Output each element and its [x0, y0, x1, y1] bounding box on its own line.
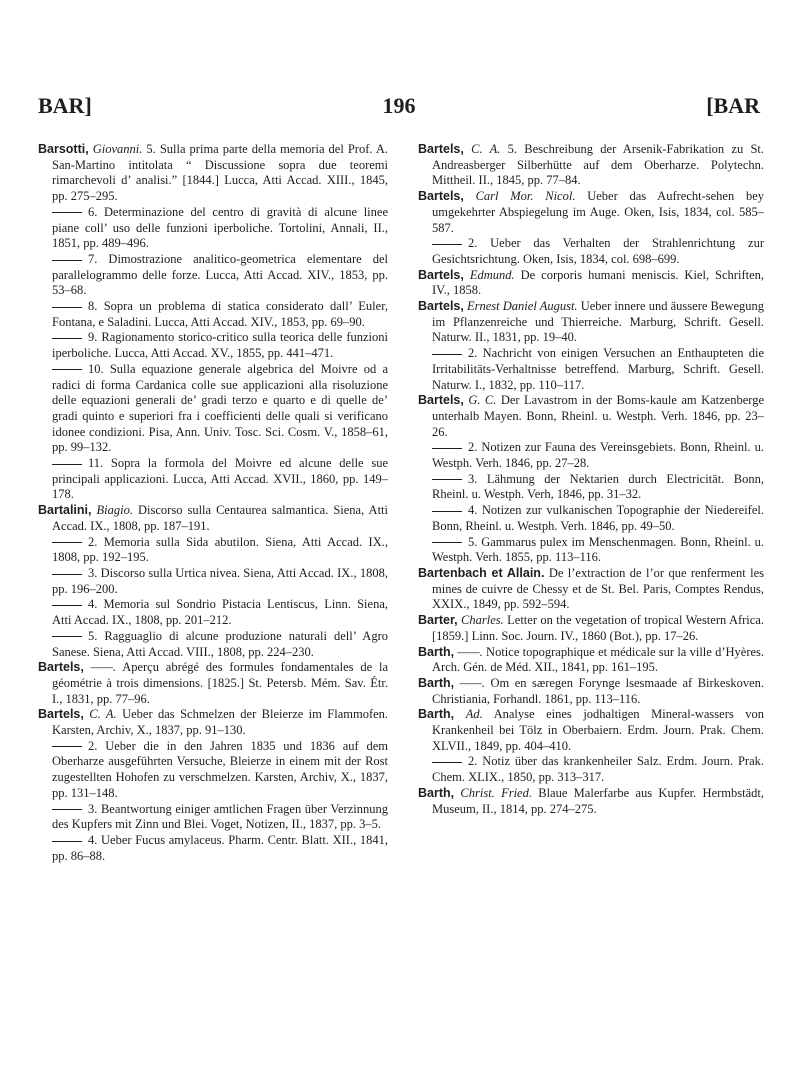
right-column: [418, 142, 764, 817]
repeat-dash: [432, 511, 462, 512]
bibliography-subentry: [38, 330, 388, 361]
repeat-dash: [52, 809, 82, 810]
author-surname: Bartels,: [418, 393, 464, 408]
bibliography-entry: [418, 142, 764, 189]
entry-text: 10. Sulla equazione generale algebrica del Moivre od a radici di forma Cardanica colle sue applicazioni alla risoluzione delle equazioni generali de’ gradi terzo e quarto e di quelle de’ gradi quinto e superiori fra i coefficienti delle quali si verificano idonee condizioni. Pisa, Ann. Univ. Tosc. Sci. Cosm. V., 1858–61, pp. 99–132.: [52, 361, 388, 455]
bibliography-subentry: [38, 252, 388, 299]
entry-text: 2. Notizen zur Fauna des Vereinsgebiets. Bonn, Rheinl. u. Westph. Verh. 1846, pp. 27–28.: [432, 440, 764, 471]
bibliography-entry: [418, 676, 764, 707]
entry-text: De corporis humani meniscis. Kiel, Schriften, IV., 1858.: [432, 267, 765, 298]
author-given-name: C. A.: [89, 707, 117, 722]
entry-text: 3. Discorso sulla Urtica nivea. Siena, Atti Accad. IX., 1808, pp. 196–200.: [52, 565, 388, 596]
entry-text: Blaue Malerfarbe aus Kupfer. Hermbstädt, Museum, II., 1814, pp. 274–275.: [432, 785, 764, 816]
repeat-dash: [52, 542, 82, 543]
bibliography-subentry: [38, 566, 388, 597]
bibliography-entry: [418, 707, 764, 754]
bibliography-subentry: [38, 739, 388, 802]
author-given-name: Edmund.: [469, 267, 515, 282]
entry-text: Der Lavastrom in der Boms-kaule am Katzenberge unterhalb Mayen. Bonn, Rheinl. u. Westph. Verh. 1846, pp. 23–26.: [432, 393, 764, 439]
author-given-name: Ernest Daniel August.: [467, 299, 578, 314]
author-surname: Bartels,: [38, 660, 84, 675]
author-surname: Barth,: [418, 644, 455, 659]
left-column: [38, 142, 388, 864]
entry-text: Ueber innere und äussere Bewegung im Pflanzenreiche und Thierreiche. Marburg, Schrift. Gesell. Naturw. II., 1831, pp. 19–40.: [432, 299, 765, 345]
bibliography-entry: [418, 645, 764, 676]
repeat-dash: [432, 354, 462, 355]
entry-text: 5. Gammarus pulex im Menschenmagen. Bonn, Rheinl. u. Westph. Verh. 1855, pp. 113–116.: [432, 534, 764, 565]
repeat-dash: [52, 636, 82, 637]
author-given-name: ——.: [90, 660, 117, 675]
bibliography-entry: [38, 660, 388, 707]
entry-text: 2. Ueber die in den Jahren 1835 und 1836 auf dem Oberharze ausgeführten Versuche, Bleierze in einem mit der Rost zugestellten Hohofen zu verschmelzen. Karsten, Archiv, X., 1837, pp. 131–148.: [52, 738, 388, 800]
entry-text: 6. Determinazione del centro di gravità di alcune linee piane coll’ uso delle funzioni iperboliche. Tortolini, Annali, II., 1851, pp. 489–496.: [52, 204, 388, 251]
author-surname: Bartels,: [418, 267, 464, 282]
author-given-name: C. A.: [471, 142, 501, 156]
bibliography-subentry: [38, 456, 388, 503]
entry-text: 5. Beschreibung der Arsenik-Fabrikation zu St. Andreasberger Silberhütte auf dem Oberharze. Polytechn. Mittheil. II., 1845, pp. 77–84.: [432, 142, 765, 188]
bibliography-subentry: [38, 629, 388, 660]
repeat-dash: [52, 338, 82, 339]
entry-text: Notice topographique et médicale sur la ville d’Hyères. Arch. Gén. de Méd. XII., 1841, pp. 161–195.: [432, 644, 765, 675]
author-surname: Barth,: [418, 785, 455, 800]
bibliography-subentry: [38, 597, 388, 628]
running-header: [38, 93, 760, 119]
author-given-name: Christ. Fried.: [460, 785, 532, 800]
bibliography-entry: [418, 393, 764, 440]
bibliography-subentry: [418, 754, 764, 785]
entry-text: Analyse eines jodhaltigen Mineral-wassers von Krankenheil bei Tölz in Oberbaiern. Erdm. Journ. Prak. Chem. XLVII., 1849, pp. 404–410.: [432, 707, 765, 753]
bibliography-entry: [418, 566, 764, 613]
entry-text: 5. Ragguaglio di alcune produzione naturali dell’ Agro Sanese. Siena, Atti Accad. VIII., 1808, pp. 224–230.: [52, 628, 388, 659]
bibliography-subentry: [418, 346, 764, 393]
bibliography-subentry: [38, 802, 388, 833]
bibliography-subentry: [418, 535, 764, 566]
author-surname: Bartels,: [418, 189, 464, 204]
bibliography-entry: [38, 503, 388, 534]
bibliography-subentry: [38, 362, 388, 456]
author-surname: Bartels,: [38, 707, 84, 722]
author-surname: Barth,: [418, 707, 455, 722]
bibliography-entry: [418, 299, 764, 346]
entry-text: Ueber das Schmelzen der Bleierze im Flammofen. Karsten, Archiv, X., 1837, pp. 91–130.: [52, 707, 389, 738]
repeat-dash: [52, 746, 82, 747]
repeat-dash: [52, 369, 82, 370]
entry-text: 4. Notizen zur vulkanischen Topographie der Niedereifel. Bonn, Rheinl. u. Westph. Verh. 1846, pp. 49–50.: [432, 503, 764, 533]
repeat-dash: [52, 841, 82, 842]
bibliography-entry: [418, 189, 764, 236]
author-surname: Bartenbach et Allain.: [418, 565, 545, 580]
entry-text: 2. Nachricht von einigen Versuchen an Enthaupteten die Irritabilitäts-Verhaltnisse betreffend. Marburg, Schrift. Gesell. Naturw. I., 1832, pp. 110–117.: [432, 346, 764, 392]
author-given-name: Giovanni.: [92, 142, 143, 156]
entry-text: Letter on the vegetation of tropical Western Africa. [1859.] Linn. Soc. Journ. IV., 1860 (Bot.), pp. 17–26.: [432, 613, 764, 643]
entry-text: Om en særegen Forynge lsesmaade af Birkeskoven. Christiania, Forhandl. 1861, pp. 113–116.: [432, 675, 765, 706]
author-surname: Barth,: [418, 675, 455, 690]
bibliography-subentry: [38, 205, 388, 252]
author-surname: Barter,: [418, 613, 458, 628]
entry-text: 7. Dimostrazione analitico-geometrica elementare del parallelogrammo delle forze. Lucca, Atti Accad. XIV., 1853, pp. 53–68.: [52, 251, 388, 298]
bibliography-entry: [38, 142, 388, 205]
bibliography-subentry: [38, 299, 388, 330]
bibliography-entry: [418, 613, 764, 644]
bibliography-subentry: [418, 440, 764, 471]
entry-text: 2. Memoria sulla Sida abutilon. Siena, Atti Accad. IX., 1808, pp. 192–195.: [52, 534, 388, 565]
repeat-dash: [52, 212, 82, 213]
entry-text: 3. Lähmung der Nektarien durch Electricität. Bonn, Rheinl. u. Westph. Verh, 1846, pp. 31–32.: [432, 471, 764, 502]
entry-text: 2. Notiz über das krankenheiler Salz. Erdm. Journ. Prak. Chem. XLIX., 1850, pp. 313–317.: [432, 754, 764, 785]
bibliography-subentry: [418, 503, 764, 534]
repeat-dash: [432, 762, 462, 763]
author-given-name: ——.: [457, 644, 483, 659]
page-number: 196: [382, 93, 416, 118]
header-right-range: [BAR: [706, 93, 760, 118]
bibliography-subentry: [38, 535, 388, 566]
repeat-dash: [432, 479, 462, 480]
repeat-dash: [432, 542, 462, 543]
entry-text: 2. Ueber das Verhalten der Strahlenrichtung zur Gesichtsrichtung. Oken, Isis, 1834, col. 698–699.: [432, 236, 764, 266]
entry-text: 9. Ragionamento storico-critico sulla teorica delle funzioni iperboliche. Lucca, Atti Accad. XV., 1855, pp. 441–471.: [52, 330, 388, 361]
author-given-name: ——.: [459, 675, 485, 690]
repeat-dash: [52, 605, 82, 606]
entry-text: 4. Memoria sul Sondrio Pistacia Lentiscus, Linn. Siena, Atti Accad. IX., 1808, pp. 201–212.: [52, 597, 388, 628]
bibliography-entry: [38, 707, 388, 738]
repeat-dash: [52, 307, 82, 308]
author-given-name: Charles.: [461, 613, 504, 628]
header-left-range: BAR]: [38, 93, 92, 118]
author-given-name: G. C.: [468, 393, 497, 408]
author-surname: Bartels,: [418, 299, 464, 314]
entry-text: 8. Sopra un problema di statica considerato dall’ Euler, Fontana, e Saladini. Lucca, Atti Accad. XIV., 1853, pp. 69–90.: [52, 299, 388, 329]
bibliography-entry: [418, 268, 764, 299]
entry-text: Ueber das Aufrecht-sehen bey umgekehrter Abspiegelung im Auge. Oken, Isis, 1834, col. 585–587.: [432, 189, 765, 235]
author-surname: Bartalini,: [38, 503, 92, 518]
repeat-dash: [432, 448, 462, 449]
bibliography-subentry: [38, 833, 388, 864]
entry-text: Discorso sulla Centaurea salmantica. Siena, Atti Accad. IX., 1808, pp. 187–191.: [52, 503, 388, 533]
repeat-dash: [52, 464, 82, 465]
repeat-dash: [432, 244, 462, 245]
author-surname: Bartels,: [418, 142, 464, 156]
bibliography-subentry: [418, 472, 764, 503]
entry-text: Aperçu abrégé des formules fondamentales de la géométrie à trois dimensions. [1825.] St. Petersb. Mém. Sav. Étr. I., 1831, pp. 77–96.: [52, 660, 389, 706]
author-given-name: Ad.: [465, 707, 483, 722]
author-given-name: Carl Mor. Nicol.: [475, 189, 576, 204]
author-given-name: Biagio.: [96, 503, 133, 518]
entry-text: 3. Beantwortung einiger amtlichen Fragen über Verzinnung des Kupfers mit Zinn und Blei. Voget, Notizen, II., 1837, pp. 3–5.: [52, 801, 388, 832]
bibliography-subentry: [418, 236, 764, 267]
repeat-dash: [52, 574, 82, 575]
entry-text: 4. Ueber Fucus amylaceus. Pharm. Centr. Blatt. XII., 1841, pp. 86–88.: [52, 832, 388, 863]
entry-text: 11. Sopra la formola del Moivre ed alcune delle sue principali applicazioni. Lucca, Atti Accad. XVII., 1860, pp. 149–178.: [52, 456, 388, 502]
entry-text: De l’extraction de l’or que renferment les mines de cuivre de Chessy et de St. Bel. Paris, Comptes Rendus, XXIX., 1849, pp. 592–594.: [432, 565, 765, 612]
repeat-dash: [52, 260, 82, 261]
author-surname: Barsotti,: [38, 142, 89, 156]
bibliography-entry: [418, 786, 764, 817]
entry-text: 5. Sulla prima parte della memoria del Prof. A. San-Martino intitolata “ Discussione sopra due teoremi rimarchevoli d’ analisi.” [1844.] Lucca, Atti Accad. XIII., 1845, pp. 275–295.: [52, 142, 388, 204]
